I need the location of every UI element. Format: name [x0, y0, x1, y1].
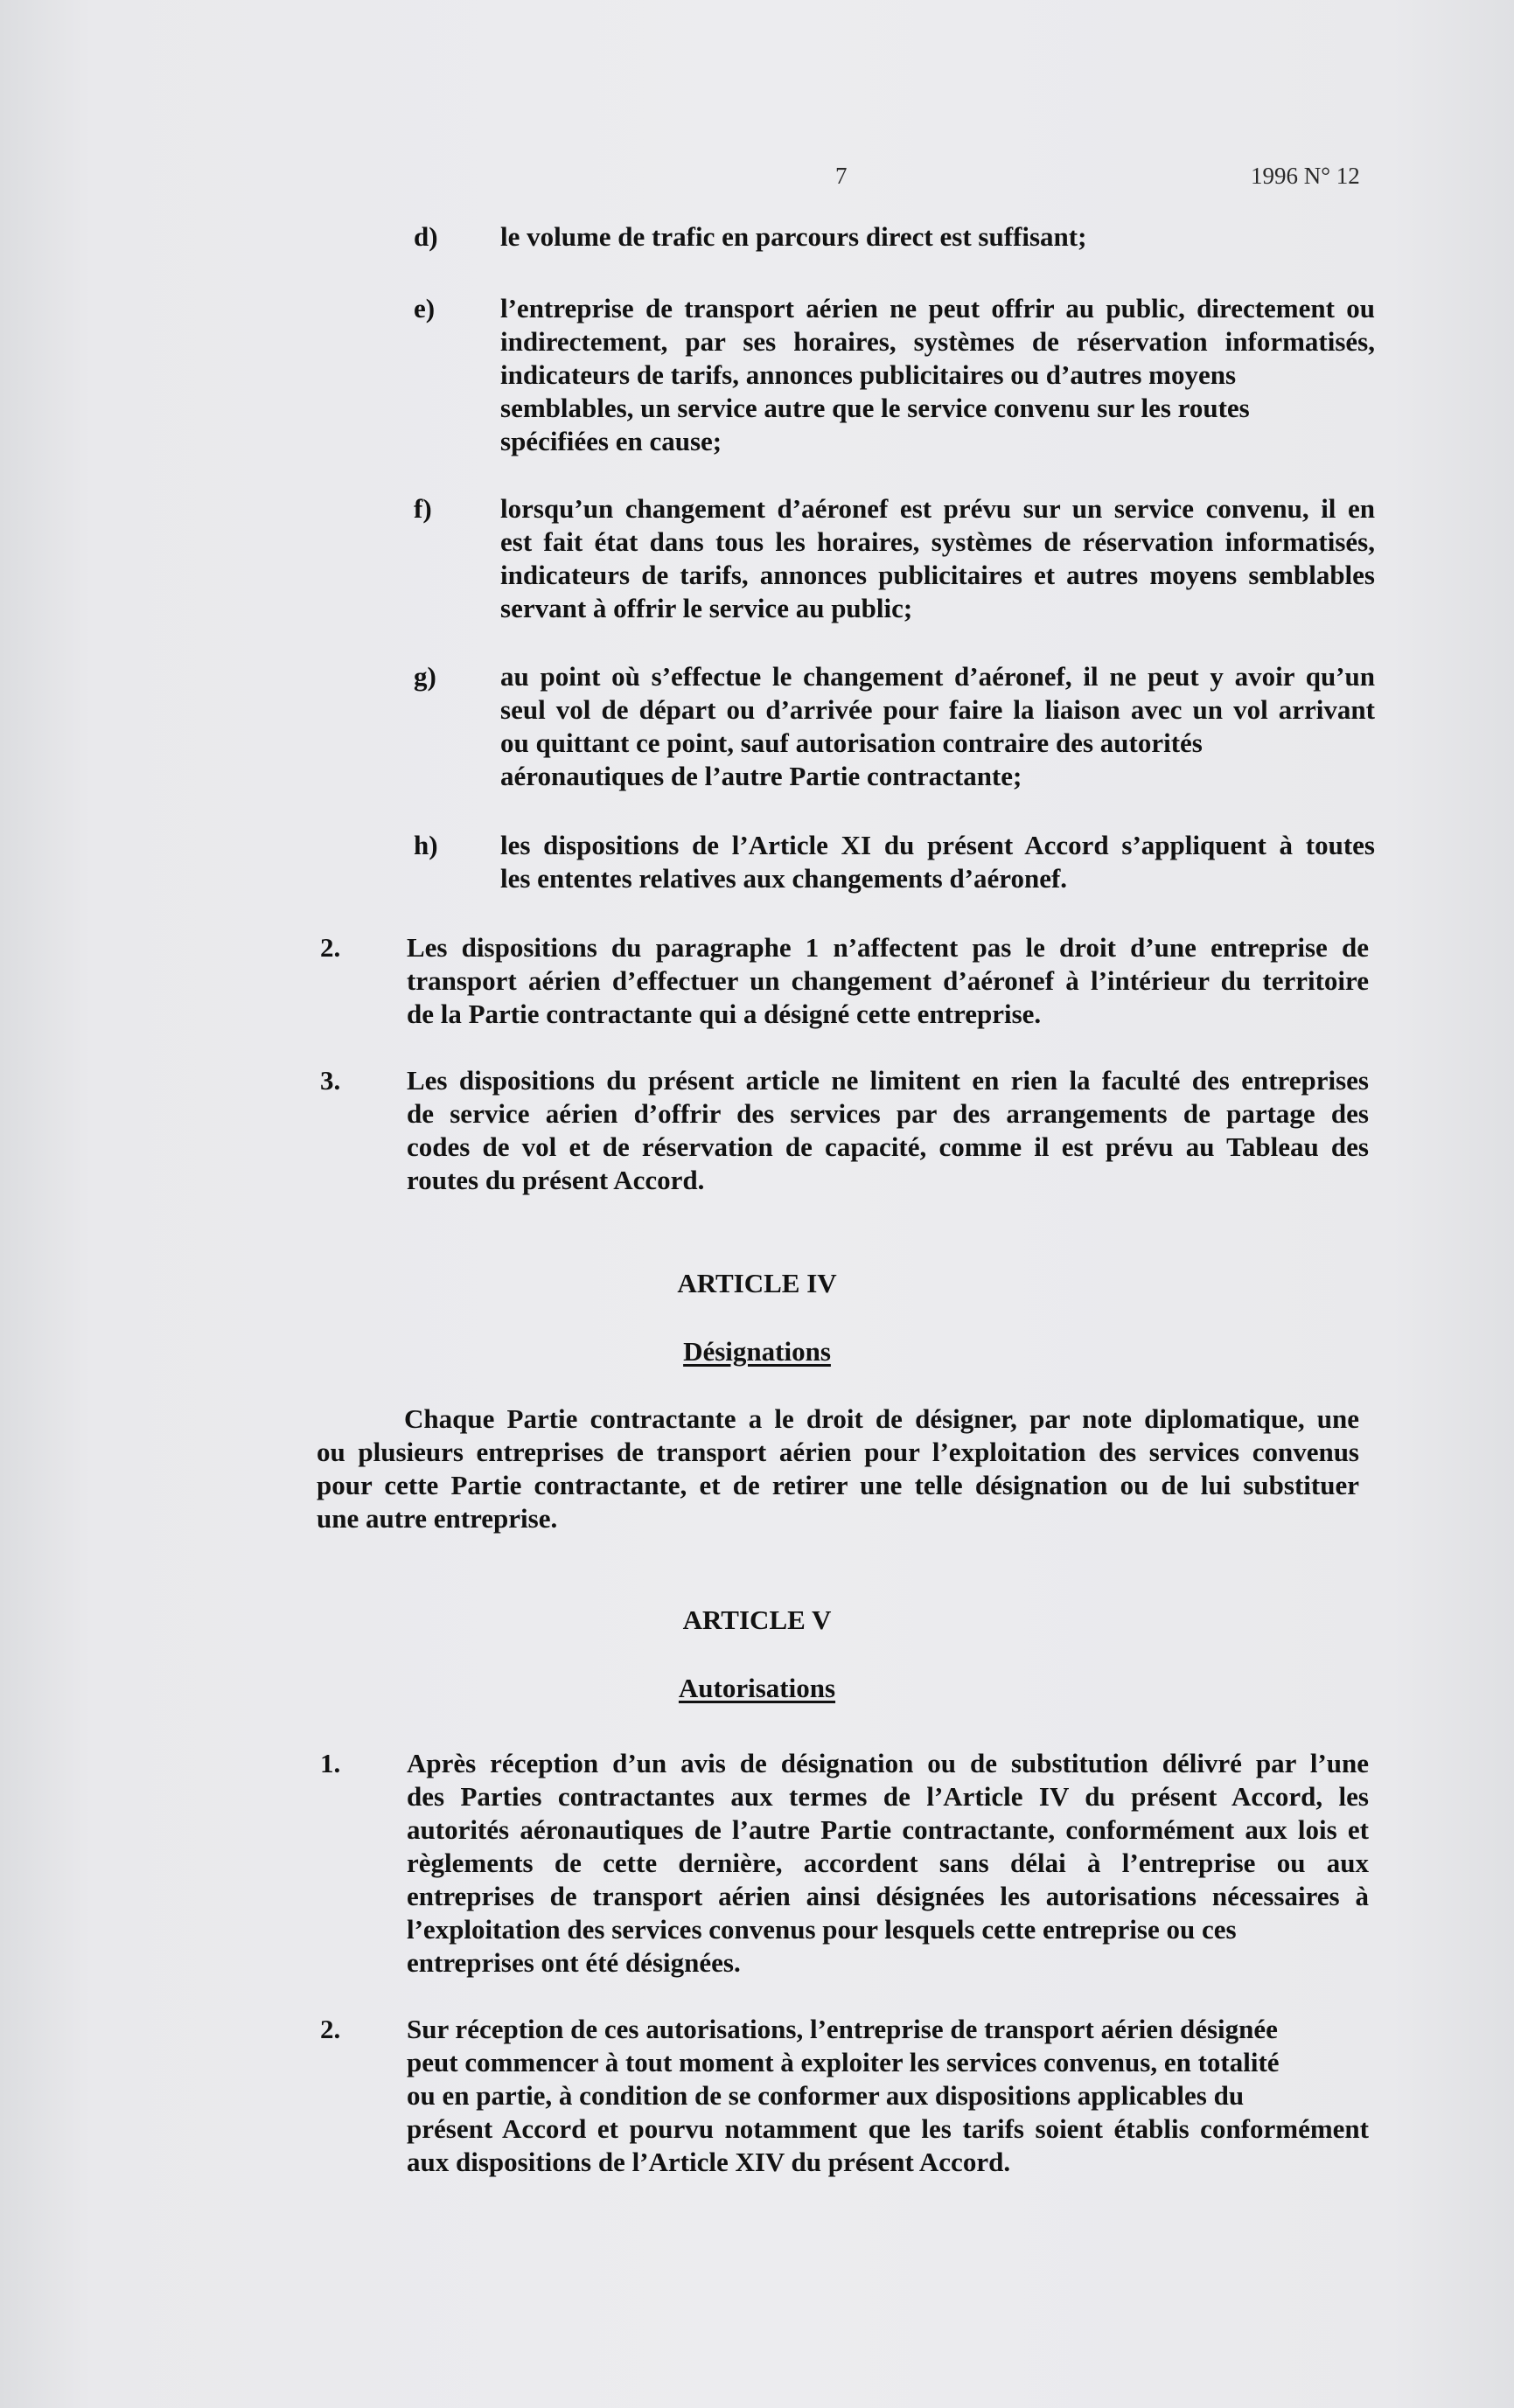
- text-line: peut commencer à tout moment à exploiter les services convenus, en totalité: [407, 2047, 1280, 2077]
- page-number: 7: [835, 163, 848, 189]
- text-line: au point où s’effectue le changement d’aéronef, il ne peut y avoir qu’un: [500, 661, 1375, 692]
- subheading-text: Autorisations: [678, 1673, 836, 1703]
- paragraph-text: [407, 2013, 1369, 2179]
- text-line: servant à offrir le service au public;: [500, 593, 913, 623]
- text-line: lorsqu’un changement d’aéronef est prévu sur un service convenu, il en: [500, 493, 1375, 524]
- subheading-text: Désignations: [683, 1336, 831, 1367]
- text-line: de la Partie contractante qui a désigné cette entreprise.: [407, 999, 1042, 1029]
- paragraph-text: [407, 931, 1369, 1031]
- text-line: codes de vol et de réservation de capacité, comme il est prévu au Tableau des: [407, 1131, 1369, 1162]
- text-line: aéronautiques de l’autre Partie contractante;: [500, 761, 1022, 791]
- subitem-text: [500, 660, 1375, 793]
- article-v-subheading: [0, 1672, 1514, 1705]
- subitem-text: [500, 829, 1375, 895]
- text-line: transport aérien d’effectuer un changement d’aéronef à l’intérieur du territoire: [407, 965, 1369, 996]
- text-line: aux dispositions de l’Article XIV du présent Accord.: [407, 2147, 1011, 2177]
- article-iv-body: [317, 1402, 1359, 1535]
- text-line: entreprises ont été désignées.: [407, 1947, 741, 1978]
- paragraph-label: 2.: [320, 2014, 341, 2044]
- text-line: routes du présent Accord.: [407, 1165, 705, 1195]
- subitem-text: [500, 492, 1375, 625]
- text-line: spécifiées en cause;: [500, 426, 722, 456]
- text-line: les ententes relatives aux changements d’aéronef.: [500, 863, 1068, 894]
- article-iv-heading: ARTICLE IV: [677, 1268, 837, 1298]
- text-line: des Parties contractantes aux termes de l’Article IV du présent Accord, les: [407, 1781, 1369, 1812]
- text-line: Les dispositions du paragraphe 1 n’affectent pas le droit d’une entreprise de: [407, 932, 1369, 963]
- text-line: l’exploitation des services convenus pour lesquels cette entreprise ou ces: [407, 1914, 1237, 1945]
- text-line: l’entreprise de transport aérien ne peut offrir au public, directement ou: [500, 293, 1375, 324]
- text-line: seul vol de départ ou d’arrivée pour faire la liaison avec un vol arrivant: [500, 694, 1375, 725]
- subitem-label: g): [414, 661, 436, 692]
- subitem-text: [500, 220, 1375, 254]
- paragraph-label: 1.: [320, 1748, 341, 1778]
- text-line: ou en partie, à condition de se conformer aux dispositions applicables du: [407, 2080, 1245, 2111]
- text-line: semblables, un service autre que le service convenu sur les routes: [500, 393, 1250, 423]
- paragraph-label: 2.: [320, 932, 341, 963]
- text-line: une autre entreprise.: [317, 1503, 558, 1534]
- article-iv-subheading: [0, 1335, 1514, 1368]
- text-line: indicateurs de tarifs, annonces publicitaires ou d’autres moyens: [500, 359, 1237, 390]
- text-line: Après réception d’un avis de désignation ou de substitution délivré par l’une: [407, 1748, 1369, 1778]
- text-line: est fait état dans tous les horaires, systèmes de réservation informatisés,: [500, 526, 1375, 557]
- text-line: de service aérien d’offrir des services par des arrangements de partage des: [407, 1098, 1369, 1129]
- text-line: règlements de cette dernière, accordent sans délai à l’entreprise ou aux: [407, 1848, 1369, 1878]
- paragraph-text: [407, 1747, 1369, 1980]
- text-line: les dispositions de l’Article XI du présent Accord s’appliquent à toutes: [500, 830, 1375, 860]
- document-reference: 1996 N° 12: [1251, 163, 1360, 189]
- subitem-label: f): [414, 493, 432, 524]
- article-v-heading: ARTICLE V: [682, 1604, 832, 1635]
- text-line: Chaque Partie contractante a le droit de désigner, par note diplomatique, une: [404, 1403, 1359, 1434]
- paragraph-label: 3.: [320, 1065, 341, 1096]
- text-line: présent Accord et pourvu notamment que les tarifs soient établis conformément: [407, 2113, 1369, 2144]
- text-line: Sur réception de ces autorisations, l’entreprise de transport aérien désignée: [407, 2014, 1278, 2044]
- text-line: ou plusieurs entreprises de transport aérien pour l’exploitation des services convenus: [317, 1437, 1359, 1467]
- text-line: entreprises de transport aérien ainsi désignées les autorisations nécessaires à: [407, 1881, 1369, 1911]
- subitem-label: d): [414, 221, 438, 252]
- text-line: le volume de trafic en parcours direct est suffisant;: [500, 221, 1087, 252]
- text-line: indicateurs de tarifs, annonces publicitaires et autres moyens semblables: [500, 560, 1375, 590]
- paragraph-text: [407, 1064, 1369, 1197]
- subitem-text: [500, 292, 1375, 458]
- subitem-label: h): [414, 830, 438, 860]
- text-line: indirectement, par ses horaires, systèmes de réservation informatisés,: [500, 326, 1375, 357]
- text-line: pour cette Partie contractante, et de retirer une telle désignation ou de lui substituer: [317, 1470, 1359, 1500]
- subitem-label: e): [414, 293, 436, 324]
- text-line: autorités aéronautiques de l’autre Partie contractante, conformément aux lois et: [407, 1814, 1369, 1845]
- text-line: ou quittant ce point, sauf autorisation contraire des autorités: [500, 727, 1203, 758]
- text-line: Les dispositions du présent article ne limitent en rien la faculté des entreprises: [407, 1065, 1369, 1096]
